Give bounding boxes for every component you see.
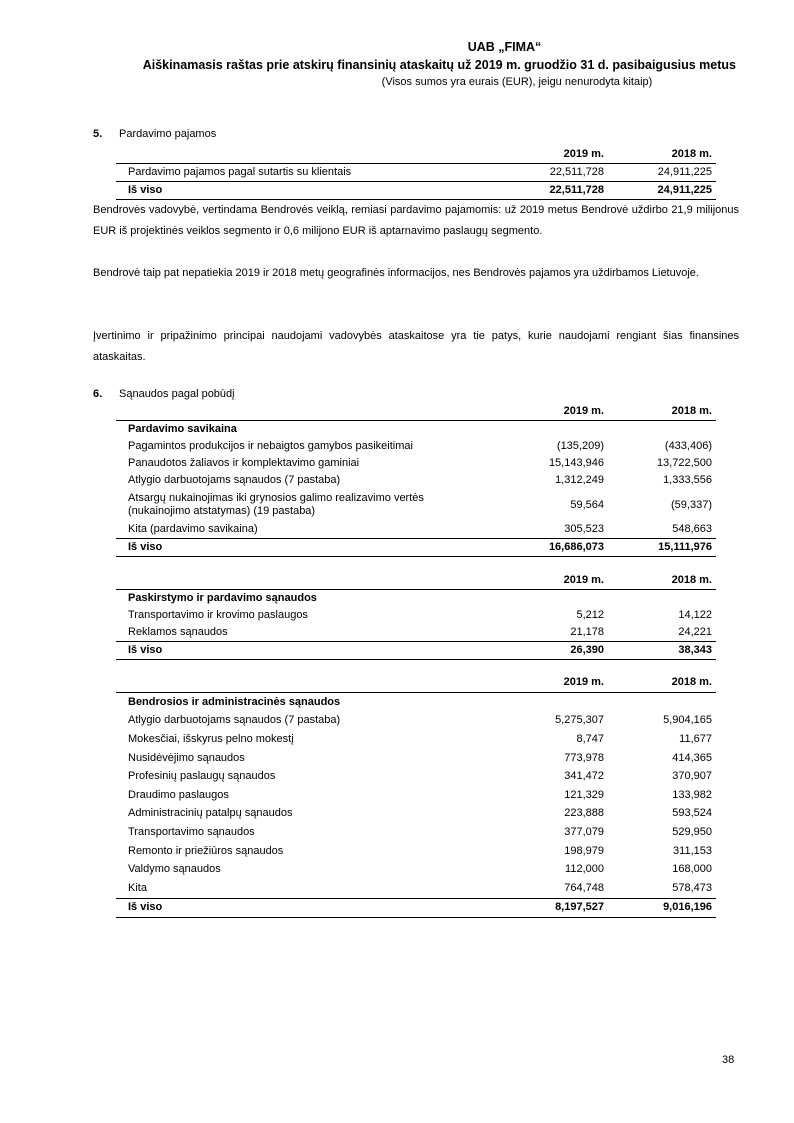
column-header-2019: 2019 m. bbox=[500, 672, 608, 693]
paragraph-geography: Bendrovė taip pat nepatiekia 2019 ir 2018 metų geografinės informacijos, nes Bendrovės pajamos yra uždirbamos Lietuvoje. bbox=[93, 267, 699, 279]
total-row: Iš viso 8,197,527 9,016,196 bbox=[116, 898, 716, 918]
table-row: Transportavimo ir krovimo paslaugos 5,212 14,122 bbox=[128, 609, 712, 621]
table-row: Nusidėvėjimo sąnaudos 773,978 414,365 bbox=[128, 751, 712, 764]
total-row: Iš viso 22,511,728 24,911,225 bbox=[116, 182, 716, 200]
document-title: Aiškinamasis raštas prie atskirų finansinių ataskaitų už 2019 m. gruodžio 31 d. pasibaigusius metus bbox=[142, 58, 736, 72]
table-row: Administracinių patalpų sąnaudos 223,888 593,524 bbox=[128, 807, 712, 820]
table-row: Pagamintos produkcijos ir nebaigtos gamybos pasikeitimai (135,209) (433,406) bbox=[128, 440, 712, 452]
section-heading: Bendrosios ir administracinės sąnaudos bbox=[128, 695, 341, 708]
table-row: Remonto ir priežiūros sąnaudos 198,979 311,153 bbox=[128, 844, 712, 857]
note-6-title bbox=[93, 388, 235, 400]
table-row: Pardavimo pajamos pagal sutartis su klientais 22,511,728 24,911,225 bbox=[128, 166, 712, 178]
company-name: UAB „FIMA“ bbox=[467, 40, 542, 54]
column-header-2018: 2018 m. bbox=[608, 572, 716, 590]
selling-expenses-table bbox=[116, 572, 716, 660]
column-header-2019: 2019 m. bbox=[500, 146, 608, 164]
table-row: Kita (pardavimo savikaina) 305,523 548,663 bbox=[128, 523, 712, 535]
table-row: Transportavimo sąnaudos 377,079 529,950 bbox=[128, 825, 712, 838]
section-heading: Paskirstymo ir pardavimo sąnaudos bbox=[128, 592, 317, 604]
note-5-title bbox=[93, 128, 216, 140]
table-row: Mokesčiai, išskyrus pelno mokestį 8,747 11,677 bbox=[128, 732, 712, 745]
cost-of-sales-table bbox=[116, 403, 716, 557]
note-number: 6. bbox=[93, 388, 103, 400]
section-heading: Pardavimo savikaina bbox=[128, 423, 237, 435]
column-header-2018: 2018 m. bbox=[608, 672, 716, 693]
table-row: Atsargų nukainojimas iki grynosios galimo realizavimo vertės (nukainojimo atstatymas) (19 pastaba) 59,564 (59,337) bbox=[128, 492, 712, 517]
table-row: Profesinių paslaugų sąnaudos 341,472 370,907 bbox=[128, 770, 712, 783]
table-row: Atlygio darbuotojams sąnaudos (7 pastaba) 5,275,307 5,904,165 bbox=[128, 714, 712, 727]
note-number: 5. bbox=[93, 128, 103, 140]
paragraph-principles: Įvertinimo ir pripažinimo principai naudojami vadovybės ataskaitose yra tie patys, kurie naudojami rengiant šias finansines ataskaitas. bbox=[93, 330, 739, 363]
table-row: Atlygio darbuotojams sąnaudos (7 pastaba) 1,312,249 1,333,556 bbox=[128, 474, 712, 486]
column-header-2019: 2019 m. bbox=[500, 403, 608, 421]
table-row: Reklamos sąnaudos 21,178 24,221 bbox=[128, 626, 712, 638]
page-number: 38 bbox=[722, 1054, 735, 1066]
table-row: Valdymo sąnaudos 112,000 168,000 bbox=[128, 863, 712, 876]
sales-revenue-table bbox=[116, 146, 716, 200]
note-title: Sąnaudos pagal pobūdį bbox=[119, 388, 235, 400]
column-header-2018: 2018 m. bbox=[608, 403, 716, 421]
table-row: Kita 764,748 578,473 bbox=[128, 881, 712, 894]
paragraph-segments: Bendrovės vadovybė, vertindama Bendrovės veiklą, remiasi pardavimo pajamomis: už 2019 metus Bendrovė uždirbo 21,9 milijonus EUR iš projektinės veiklos segmento ir 0,6 milijono EUR iš aptarnavimo paslaugų segmento. bbox=[93, 204, 739, 237]
total-row: Iš viso 16,686,073 15,111,976 bbox=[116, 539, 716, 557]
note-title: Pardavimo pajamos bbox=[119, 128, 217, 140]
table-row: Draudimo paslaugos 121,329 133,982 bbox=[128, 788, 712, 801]
document-subtitle: (Visos sumos yra eurais (EUR), jeigu nenurodyta kitaip) bbox=[381, 76, 653, 88]
column-header-2018: 2018 m. bbox=[608, 146, 716, 164]
table-row: Panaudotos žaliavos ir komplektavimo gaminiai 15,143,946 13,722,500 bbox=[128, 457, 712, 469]
total-row: Iš viso 26,390 38,343 bbox=[116, 642, 716, 660]
column-header-2019: 2019 m. bbox=[500, 572, 608, 590]
admin-expenses-table bbox=[116, 672, 716, 918]
